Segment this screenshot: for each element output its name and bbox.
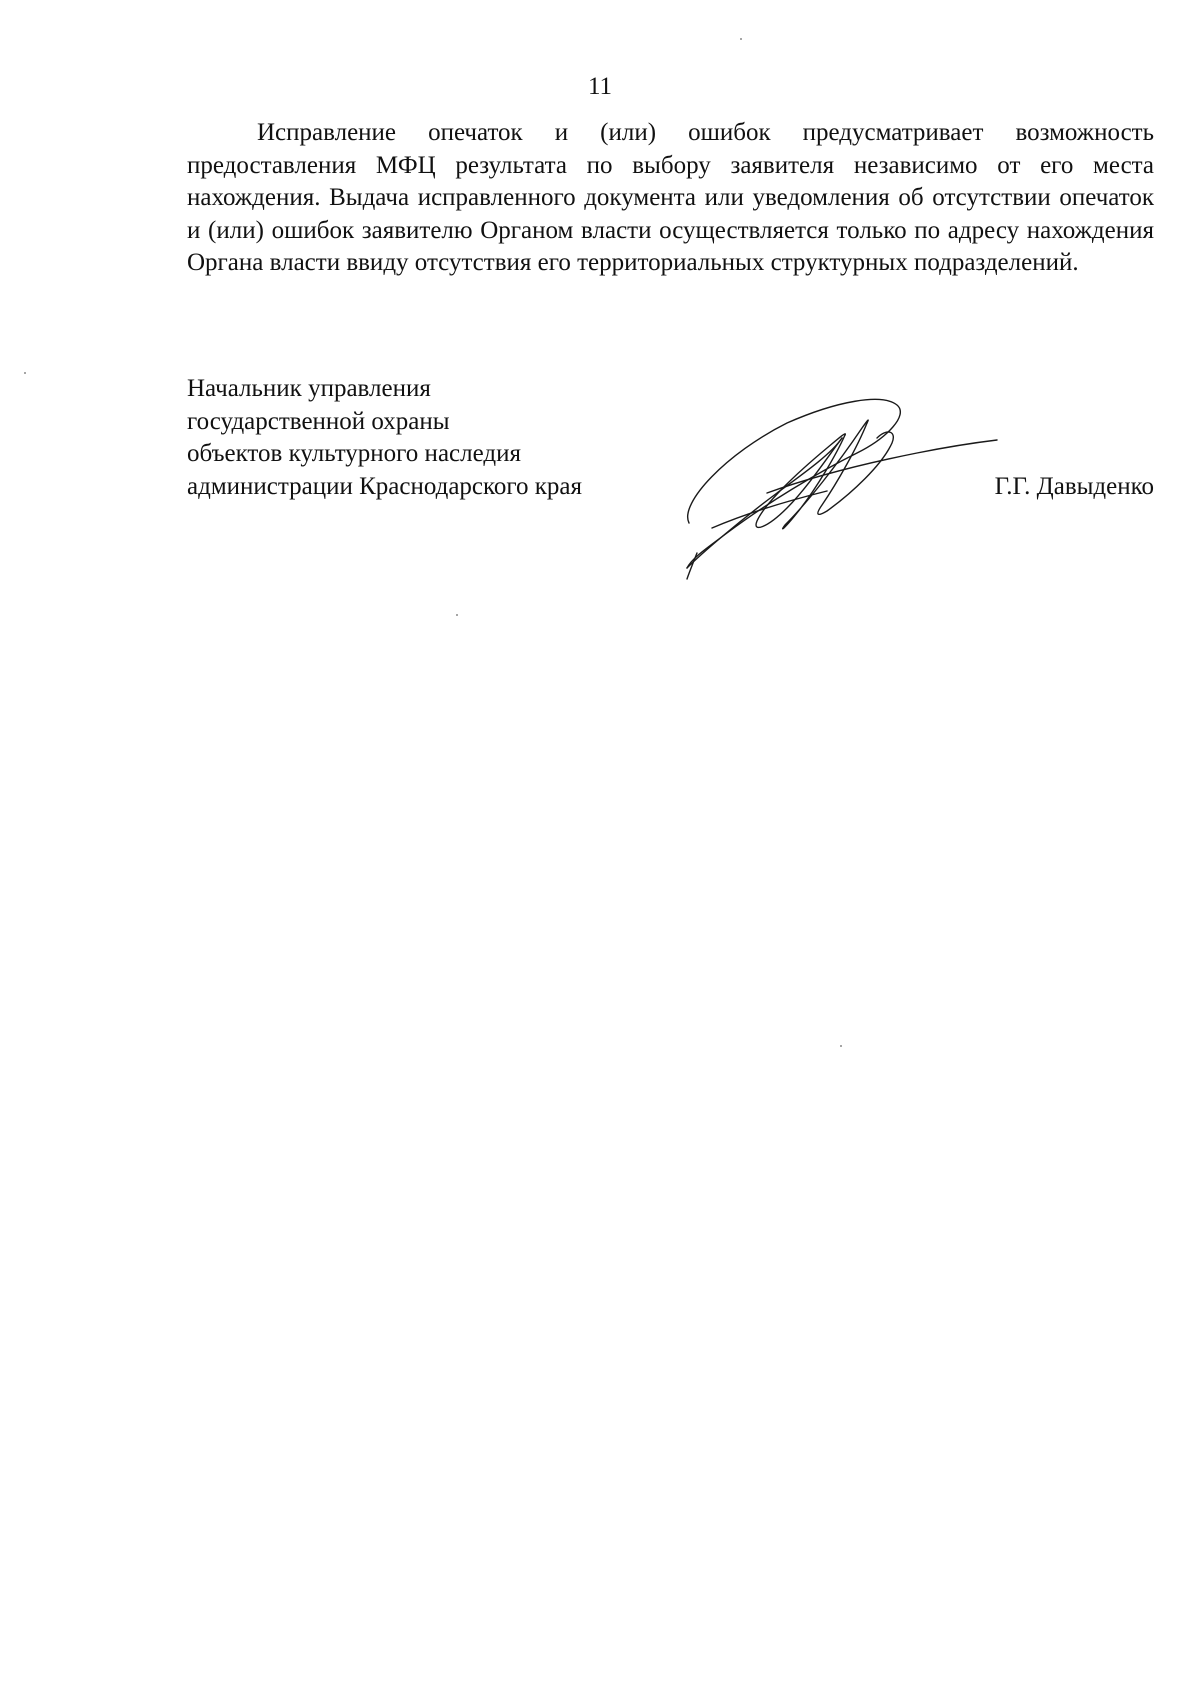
- scan-speck: [840, 1045, 842, 1047]
- handwritten-signature-icon: [667, 393, 1007, 583]
- signer-position: [187, 373, 582, 503]
- body-paragraph: Исправление опечаток и (или) ошибок предусматривает возможность предоставления МФЦ результата по выбору заявителя независимо от его места нахождения. Выдача исправленного документа или уведомления об отсутствии опечаток и (или) ошибок заявителю Органом власти осуществляется только по адресу нахождения Органа власти ввиду отсутствия его территориальных структурных подразделений.: [187, 119, 1154, 276]
- signer-name: Г.Г. Давыденко: [994, 472, 1154, 500]
- position-line: государственной охраны: [187, 407, 450, 435]
- position-line: Начальник управления: [187, 375, 431, 402]
- page-number: 11: [587, 73, 613, 100]
- scan-speck: [740, 38, 742, 40]
- position-line: администрации Краснодарского края: [187, 472, 583, 500]
- signature-block: [187, 373, 1154, 573]
- position-line: объектов культурного наследия: [187, 440, 521, 467]
- scan-speck: [456, 614, 458, 616]
- scan-speck: [24, 372, 26, 374]
